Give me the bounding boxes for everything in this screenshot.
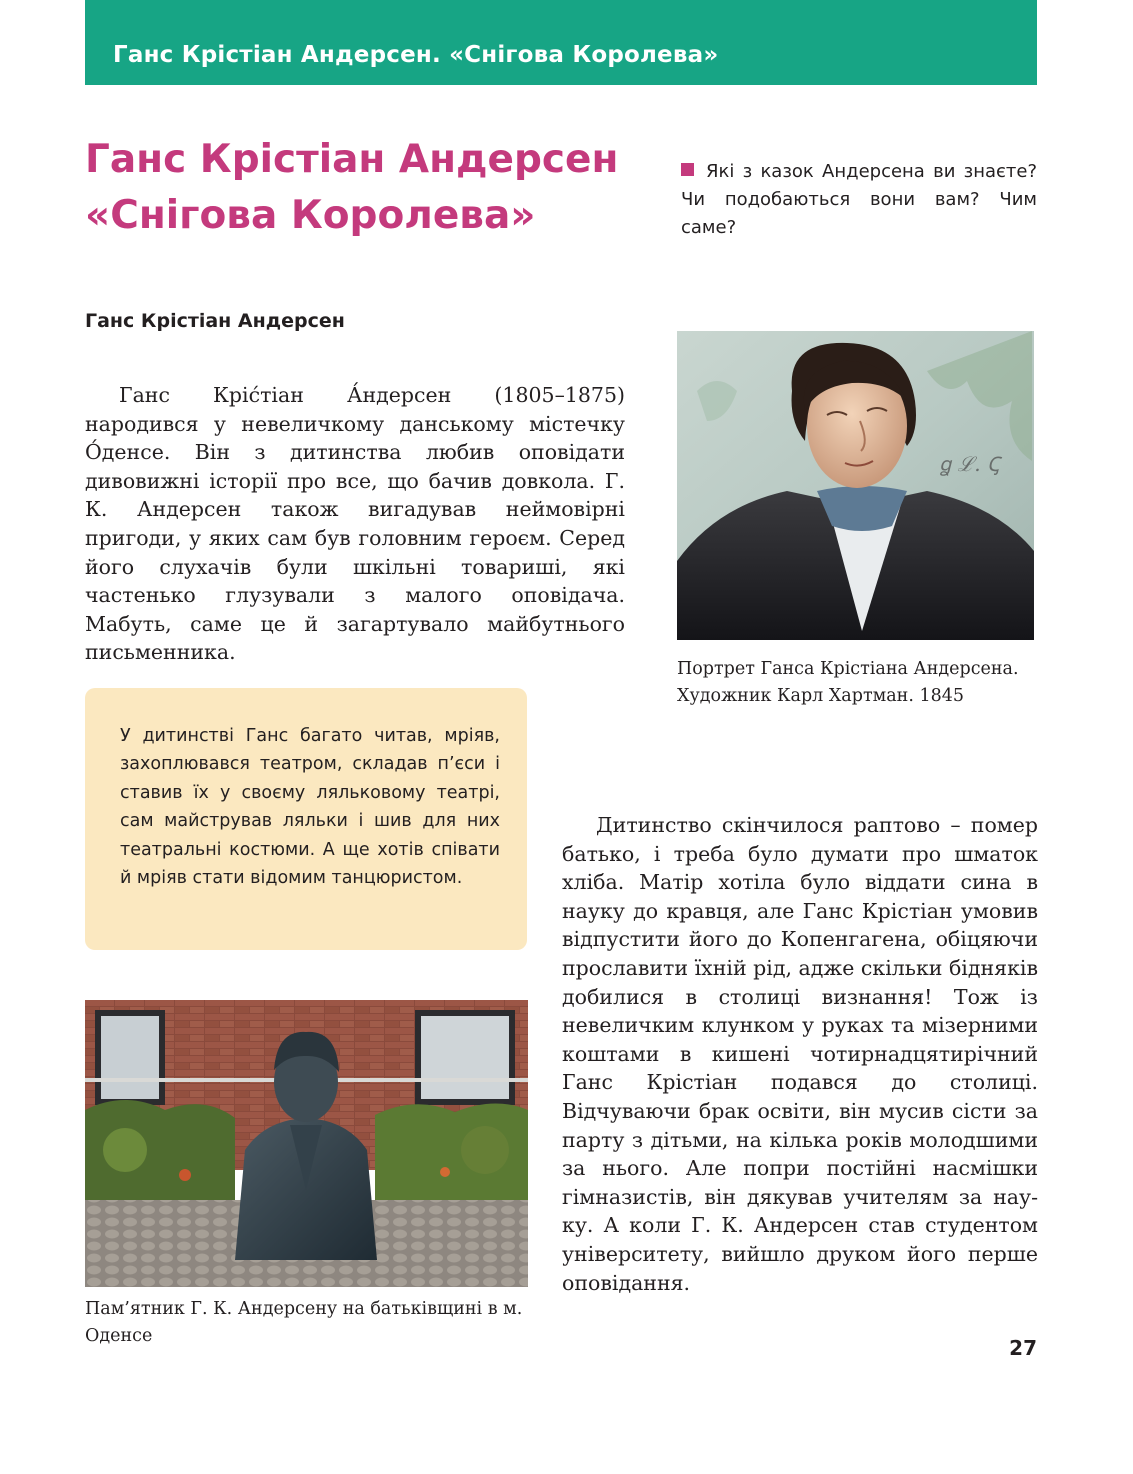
discussion-question-text: Які з казок Андерсена ви знаєте? Чи подобаються вони вам? Чим саме? [681, 161, 1037, 238]
callout-box [85, 688, 527, 950]
running-header-title: Ганс Крістіан Андерсен. «Снігова Королева» [113, 42, 719, 68]
andersen-portrait-image [677, 331, 1034, 640]
body-paragraph-2: Дитинство скінчилося раптово – помер батько, і треба було думати про шматок хліба. Матір хотіла було віддати сина в науку до кравця, але Ганс Крістіан умовив відпустити його до Копенгагена, обіцяючи прославити їхній рід, адже скільки бідняків добилися в столиці визнання! Тож із невеличким клунком у руках та мізерними коштами в кишені чотирнадцятирічний Ганс Крістіан подався до столиці. Відчуваючи брак освіти, він мусив сісти за парту з дітьми, на кілька років молодшими за нього. Але попри постійні насмішки гімназистів, він дякував учителям за науку. А коли Г. К. Андерсен став студентом університету, вийшло друком його перше оповідання. [562, 813, 1038, 1295]
monument-caption: Пам’ятник Г. К. Андерсену на батьківщині в м. Оденсе [85, 1299, 523, 1346]
portrait-caption: Портрет Ганса Крістіана Андерсена. Художник Карл Хартман. 1845 [677, 659, 1019, 706]
callout-text: У дитинстві Ганс багато читав, мріяв, захоплювався театром, складав п’єси і ставив їх у своєму ляльковому театрі, сам майстрував ляльки і шив для них театральні костюми. А ще хотів співати й мріяв стати відомим танцюристом. [120, 726, 500, 889]
andersen-monument-photo [85, 1000, 528, 1287]
svg-text:ꬶ ℒ. Ꞔ: ꬶ ℒ. Ꞔ [939, 452, 1000, 476]
section-heading: Ганс Крістіан Андерсен [85, 310, 345, 332]
chapter-title [85, 132, 645, 244]
square-bullet-icon [681, 163, 694, 176]
running-header [85, 0, 1037, 85]
discussion-question [681, 158, 1037, 242]
page-number: 27 [1009, 1336, 1037, 1360]
chapter-title-line-2: «Снігова Королева» [85, 193, 536, 238]
chapter-title-line-1: Ганс Крістіан Андерсен [85, 137, 619, 182]
body-paragraph-1: Ганс Кріс́тіан А́ндерсен (1805–1875) народився у невеличкому данському містечку О́денсе. Він з дитинства любив оповідати дивовижні історії про все, що бачив довкола. Г. К. Андерсен також вигадував неймовірні пригоди, у яких сам був головним героєм. Серед його слухачів були шкільні товариші, які частенько глузували з малого оповідача. Мабуть, саме це й загартувало майбутнього письменника. [85, 383, 625, 665]
